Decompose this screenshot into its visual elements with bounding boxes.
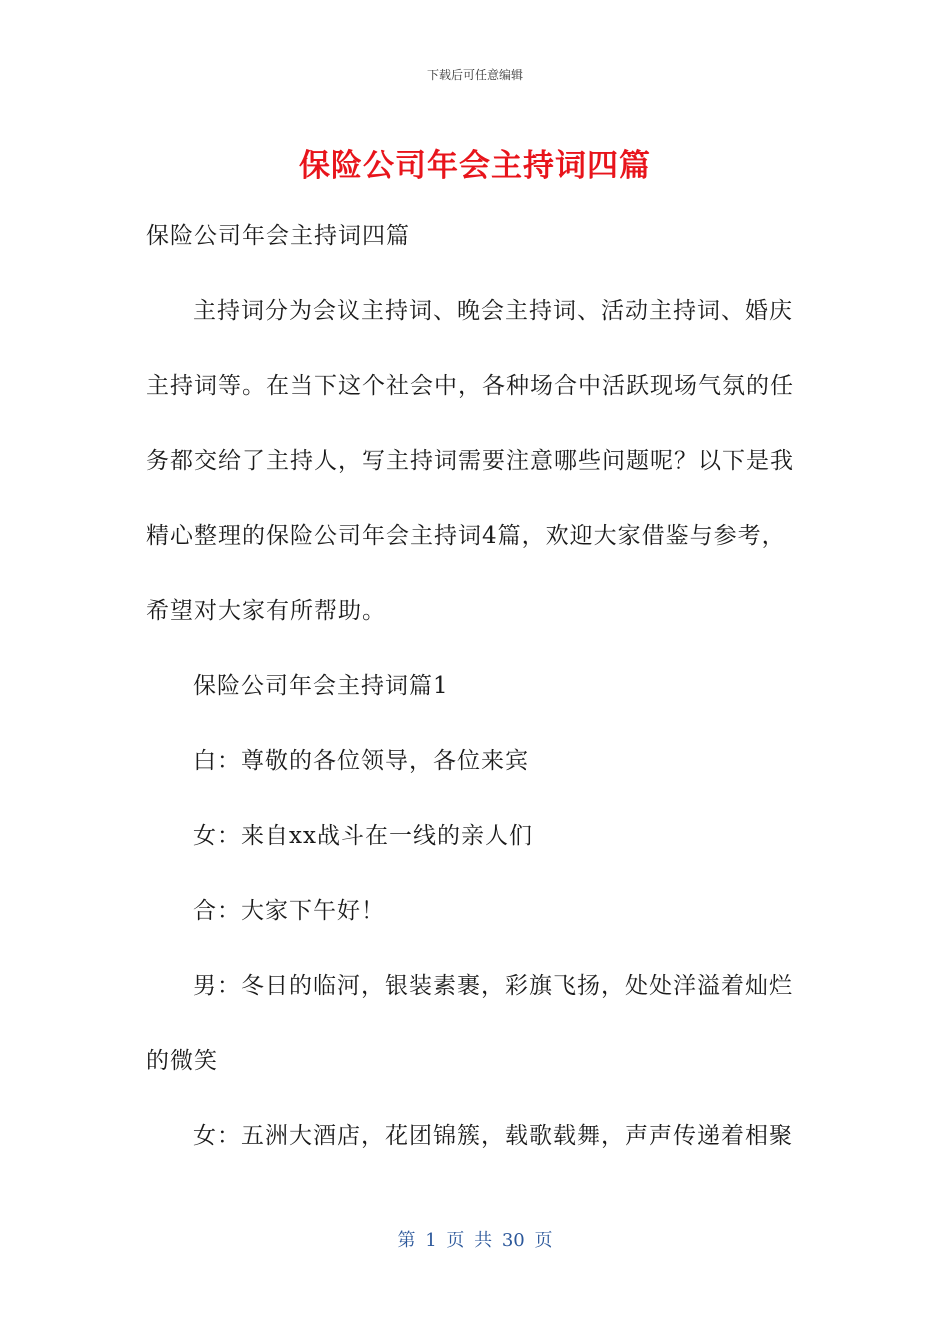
dialogue-line-3: 合：大家下午好！ [193,898,385,924]
document-body [146,199,796,1174]
page-footer: 第 1 页 共 30 页 [397,1230,553,1251]
header-note: 下载后可任意编辑 [426,68,523,82]
dialogue-line-4: 男：冬日的临河，银装素裹，彩旗飞扬，处处洋溢着灿烂 [193,973,793,999]
dialogue-line-1: 白：尊敬的各位领导，各位来宾 [193,748,529,774]
subtitle-line: 保险公司年会主持词四篇 [146,223,410,249]
dialogue-line-6: 女：五洲大酒店，花团锦簇，载歌载舞，声声传递着相聚 [193,1123,793,1149]
intro-line-5: 希望对大家有所帮助。 [146,598,386,624]
intro-line-2: 主持词等。在当下这个社会中，各种场合中活跃现场气氛的任 [146,373,794,399]
intro-line-4: 精心整理的保险公司年会主持词4篇，欢迎大家借鉴与参考， [146,523,786,549]
intro-line-3: 务都交给了主持人，写主持词需要注意哪些问题呢？以下是我 [146,448,794,474]
dialogue-line-2: 女：来自xx战斗在一线的亲人们 [193,823,533,849]
intro-line-1: 主持词分为会议主持词、晚会主持词、活动主持词、婚庆 [193,298,793,324]
section-heading: 保险公司年会主持词篇1 [193,673,449,699]
dialogue-line-5: 的微笑 [146,1048,218,1074]
document-title: 保险公司年会主持词四篇 [299,148,651,184]
